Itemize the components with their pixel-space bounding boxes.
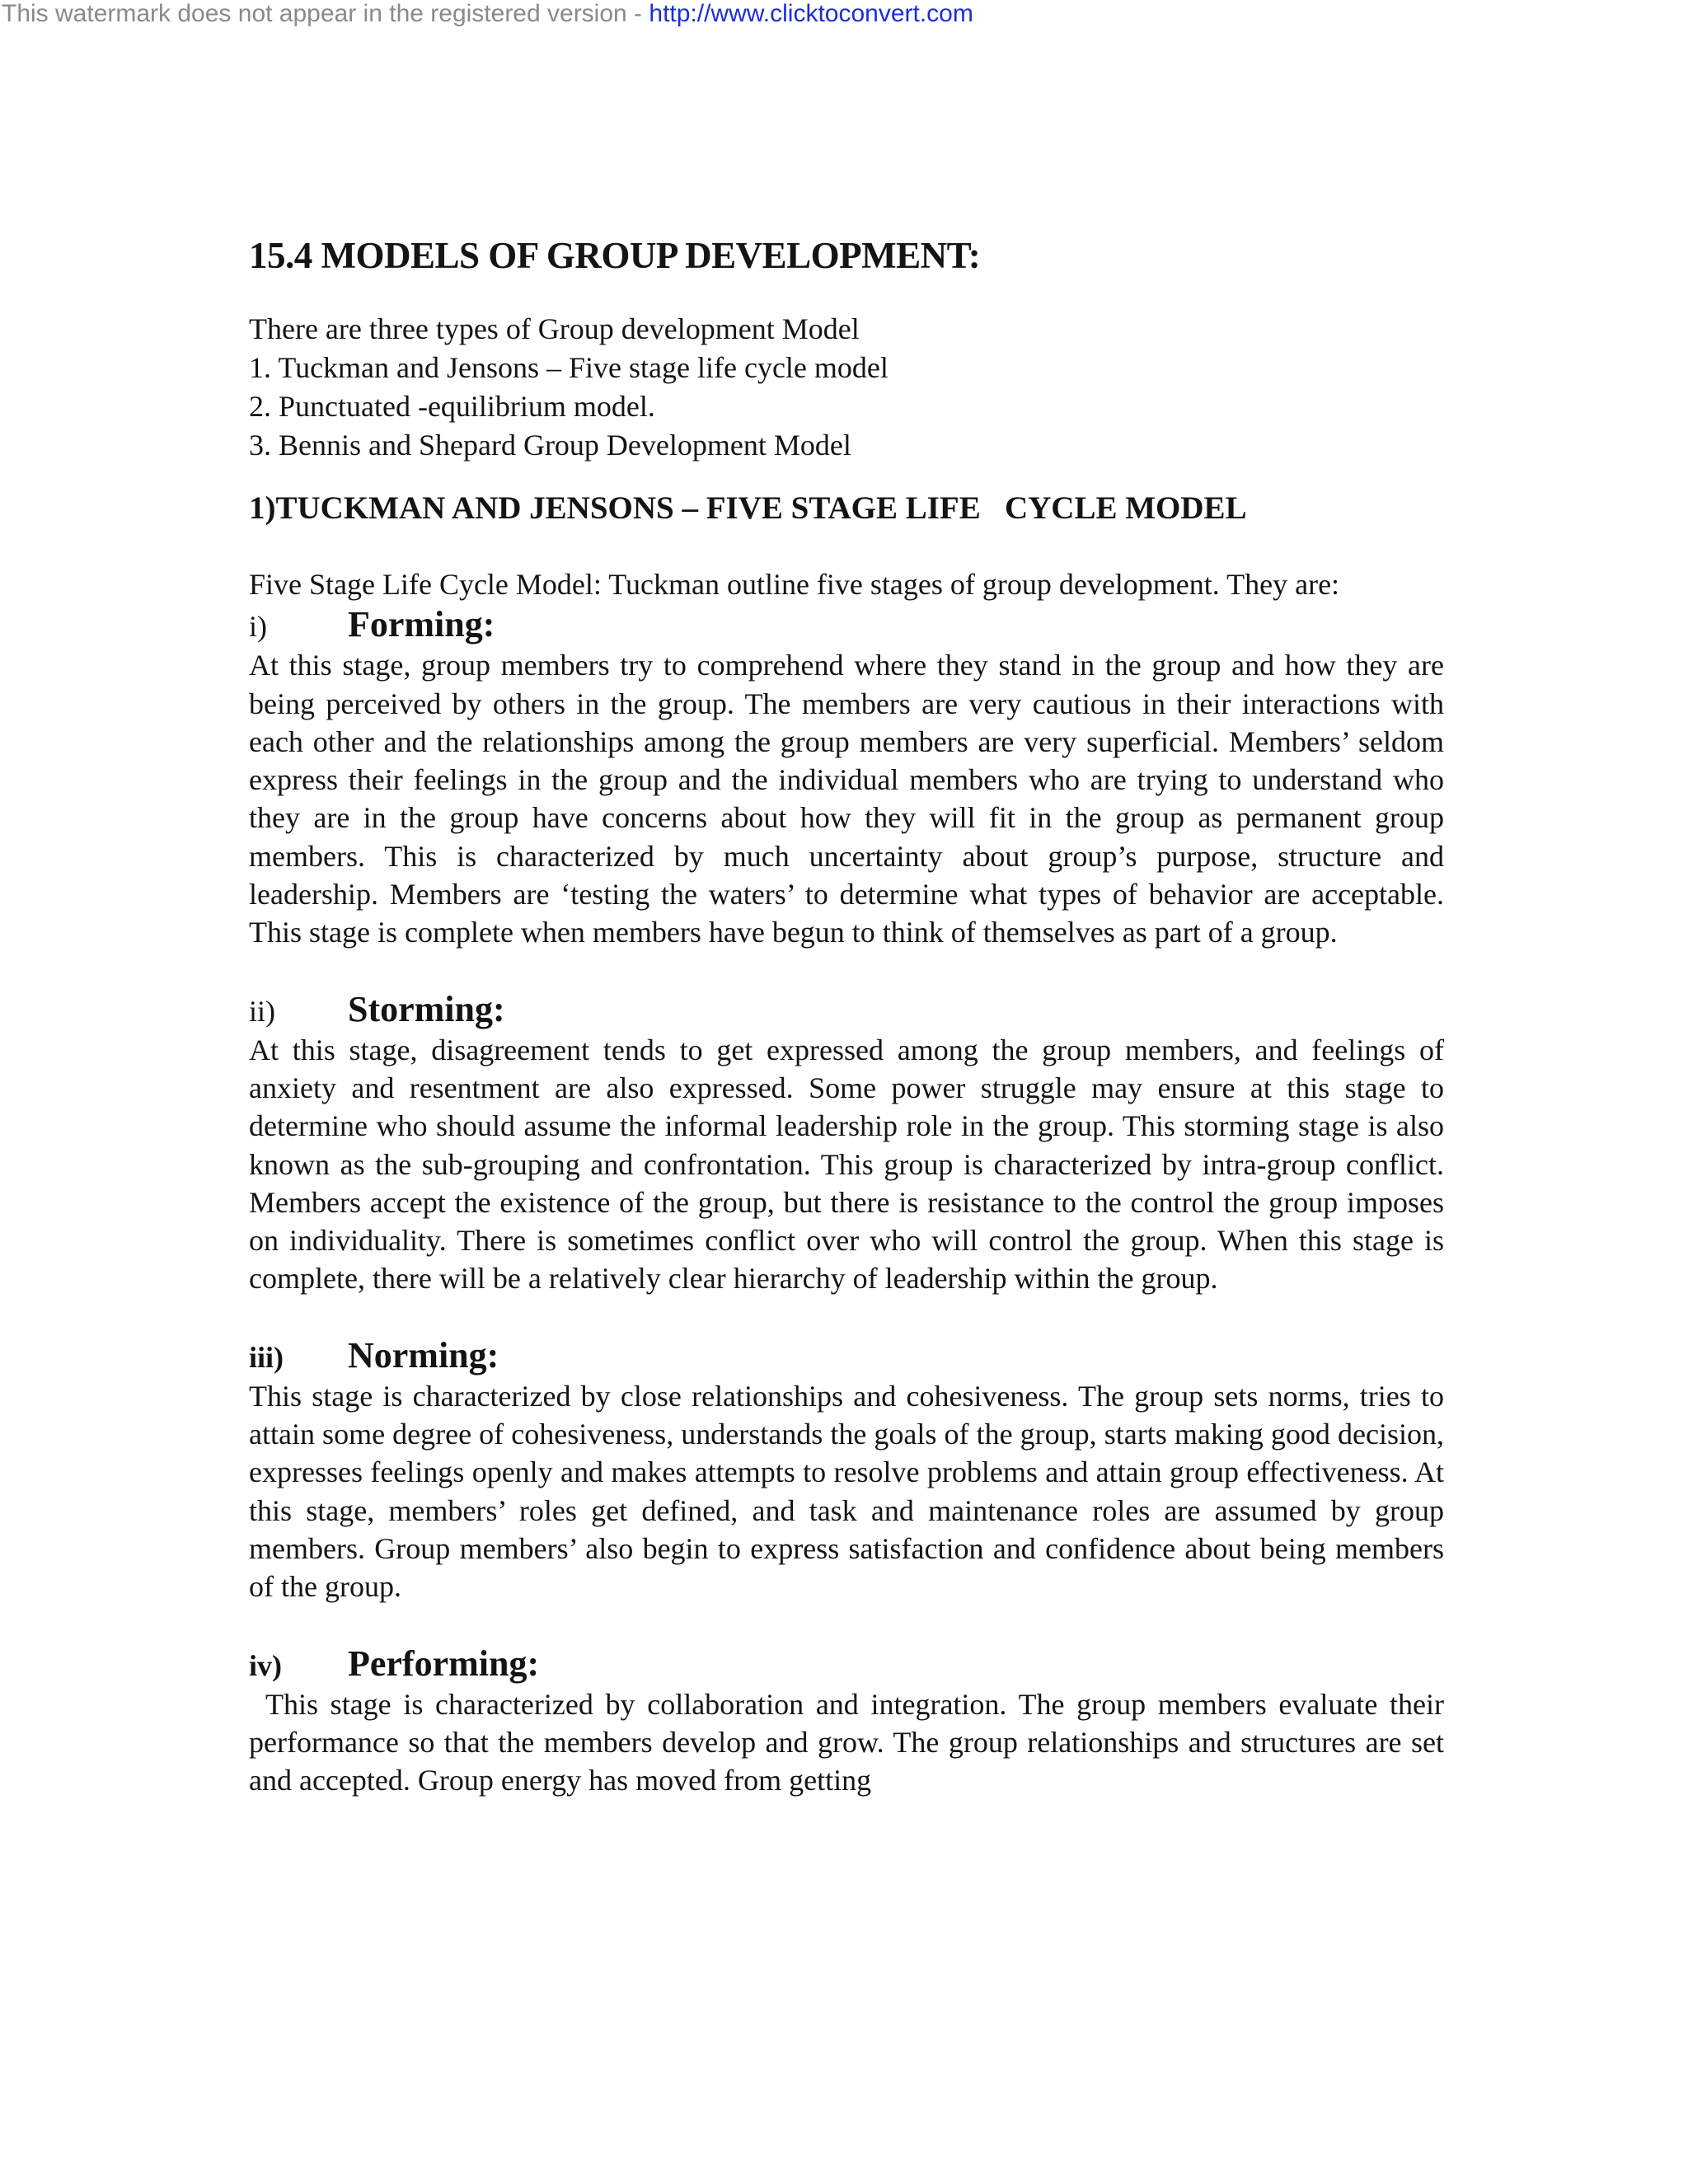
section-title: 15.4 MODELS OF GROUP DEVELOPMENT: bbox=[249, 235, 981, 276]
stage-heading bbox=[249, 603, 1444, 646]
document-page bbox=[249, 232, 1444, 1835]
stage-performing bbox=[249, 1643, 1444, 1800]
stage-text: At this stage, disagreement tends to get expressed among the group members, and feelings of anxiety and resentment are also expressed. Some power struggle may ensure at this stage to determine who should assume the informal leadership role in the group. This storming stage is also known as the sub-grouping and confrontation. This group is characterized by intra-group conflict. Members accept the existence of the group, but there is resistance to the control the group imposes on individuality. There is sometimes conflict over who will control the group. When this stage is complete, there will be a relatively clear hierarchy of leadership within the group. bbox=[249, 1033, 1444, 1296]
stage-number: iii) bbox=[249, 1340, 284, 1374]
stage-text: At this stage, group members try to comprehend where they stand in the group and how they are being perceived by others in the group. The members are very cautious in their interactions with each other and the relationships among the group members are very superficial. Members’ seldom express their feelings in the group and the individual members who are trying to understand who they are in the group have concerns about how they will fit in the group as permanent group members. This is characterized by much uncertainty about group’s purpose, structure and leadership. Members are ‘testing the waters’ to determine what types of behavior are acceptable. This stage is complete when members have begun to think of themselves as part of a group. bbox=[249, 649, 1444, 949]
stage-storming bbox=[249, 988, 1444, 1298]
stage-text: This stage is characterized by close relationships and cohesiveness. The group sets norms, tries to attain some degree of cohesiveness, understands the goals of the group, starts making good decision, expresses feelings openly and makes attempts to resolve problems and attain group effectiveness. At this stage, members’ roles get defined, and task and maintenance roles are assumed by group members. Group members’ also begin to express satisfaction and confidence about being members of the group. bbox=[249, 1379, 1444, 1604]
stage-forming bbox=[249, 603, 1444, 951]
stage-heading bbox=[249, 1334, 1444, 1377]
tuckman-title: 1)TUCKMAN AND JENSONS – FIVE STAGE LIFE CYCLE MODEL bbox=[249, 490, 1247, 526]
stage-heading bbox=[249, 1643, 1444, 1685]
stage-number: iv) bbox=[249, 1648, 282, 1682]
stage-name: Forming: bbox=[348, 604, 495, 645]
stage-number: ii) bbox=[249, 994, 275, 1028]
models-list bbox=[249, 349, 1444, 465]
model-item: 3. Bennis and Shepard Group Development Model bbox=[249, 429, 851, 462]
model-item: 2. Punctuated -equilibrium model. bbox=[249, 390, 655, 423]
stage-number: i) bbox=[249, 610, 267, 644]
stage-text: This stage is characterized by collaboration and integration. The group members evaluate their performance so that the members develop and grow. The group relationships and structures are set and accepted. Group energy has moved from getting bbox=[249, 1687, 1444, 1797]
stage-heading bbox=[249, 988, 1444, 1031]
watermark-link[interactable]: http://www.clicktoconvert.com bbox=[649, 0, 973, 27]
tuckman-intro: Five Stage Life Cycle Model: Tuckman outline five stages of group development. They are: bbox=[249, 568, 1340, 601]
stage-name: Storming: bbox=[348, 988, 505, 1029]
stage-name: Performing: bbox=[348, 1643, 540, 1684]
stage-name: Norming: bbox=[348, 1334, 499, 1376]
model-item: 1. Tuckman and Jensons – Five stage life cycle model bbox=[249, 351, 889, 384]
models-intro: There are three types of Group development Model bbox=[249, 312, 860, 345]
watermark-text: This watermark does not appear in the registered version - bbox=[2, 0, 649, 27]
watermark bbox=[2, 0, 973, 28]
stage-norming bbox=[249, 1334, 1444, 1606]
